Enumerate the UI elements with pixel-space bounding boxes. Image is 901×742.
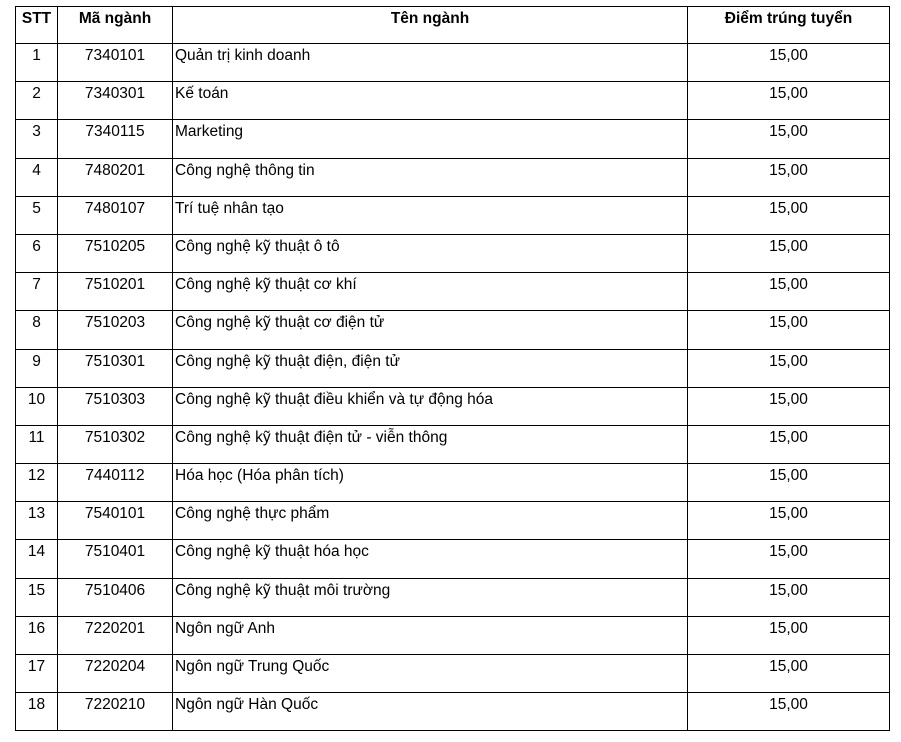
cell-score: 15,00 [688,234,890,272]
table-row [16,120,890,158]
cell-score: 15,00 [688,349,890,387]
cell-score: 15,00 [688,120,890,158]
table-row [16,311,890,349]
cell-stt: 13 [16,502,58,540]
table-row [16,158,890,196]
cell-code: 7510301 [58,349,173,387]
cell-code: 7480201 [58,158,173,196]
cell-name: Marketing [173,120,688,158]
cell-stt: 4 [16,158,58,196]
cell-name: Công nghệ kỹ thuật hóa học [173,540,688,578]
cell-score: 15,00 [688,464,890,502]
table-body [16,44,890,731]
cell-score: 15,00 [688,502,890,540]
header-name: Tên ngành [173,7,688,44]
cell-stt: 11 [16,425,58,463]
cell-score: 15,00 [688,655,890,693]
header-score: Điểm trúng tuyển [688,7,890,44]
cell-code: 7510205 [58,234,173,272]
table-row [16,540,890,578]
table-row [16,693,890,731]
cell-stt: 1 [16,44,58,82]
cell-stt: 12 [16,464,58,502]
cell-name: Công nghệ thông tin [173,158,688,196]
cell-score: 15,00 [688,158,890,196]
table-row [16,82,890,120]
cell-stt: 10 [16,387,58,425]
cell-stt: 9 [16,349,58,387]
cell-name: Công nghệ kỹ thuật điều khiển và tự động hóa [173,387,688,425]
cell-code: 7540101 [58,502,173,540]
cell-stt: 5 [16,196,58,234]
cell-score: 15,00 [688,578,890,616]
cell-name: Công nghệ kỹ thuật ô tô [173,234,688,272]
cell-code: 7340301 [58,82,173,120]
cell-stt: 2 [16,82,58,120]
cell-code: 7340115 [58,120,173,158]
cell-name: Kế toán [173,82,688,120]
cell-name: Công nghệ thực phẩm [173,502,688,540]
cell-code: 7220204 [58,655,173,693]
cell-name: Trí tuệ nhân tạo [173,196,688,234]
cell-code: 7510303 [58,387,173,425]
cell-score: 15,00 [688,425,890,463]
cell-name: Công nghệ kỹ thuật điện, điện tử [173,349,688,387]
cell-code: 7480107 [58,196,173,234]
cell-code: 7220210 [58,693,173,731]
cell-code: 7510203 [58,311,173,349]
table-header [16,7,890,44]
cell-code: 7220201 [58,616,173,654]
cell-code: 7510201 [58,273,173,311]
cell-name: Công nghệ kỹ thuật điện tử - viễn thông [173,425,688,463]
cell-name: Quản trị kinh doanh [173,44,688,82]
cell-stt: 17 [16,655,58,693]
header-row [16,7,890,44]
cell-score: 15,00 [688,273,890,311]
table-row [16,655,890,693]
cell-stt: 16 [16,616,58,654]
cell-score: 15,00 [688,82,890,120]
cell-score: 15,00 [688,616,890,654]
cell-code: 7440112 [58,464,173,502]
table-row [16,464,890,502]
cell-score: 15,00 [688,693,890,731]
table-row [16,387,890,425]
cell-code: 7510406 [58,578,173,616]
cell-score: 15,00 [688,44,890,82]
table-row [16,196,890,234]
cell-stt: 15 [16,578,58,616]
cell-stt: 6 [16,234,58,272]
cell-score: 15,00 [688,196,890,234]
table-row [16,44,890,82]
cell-name: Công nghệ kỹ thuật cơ điện tử [173,311,688,349]
cell-name: Ngôn ngữ Anh [173,616,688,654]
cell-name: Công nghệ kỹ thuật môi trường [173,578,688,616]
table-row [16,425,890,463]
cell-score: 15,00 [688,311,890,349]
cell-name: Ngôn ngữ Trung Quốc [173,655,688,693]
cell-name: Công nghệ kỹ thuật cơ khí [173,273,688,311]
cell-stt: 8 [16,311,58,349]
cell-code: 7510401 [58,540,173,578]
header-code: Mã ngành [58,7,173,44]
cell-score: 15,00 [688,540,890,578]
cell-stt: 18 [16,693,58,731]
cell-stt: 3 [16,120,58,158]
table-row [16,273,890,311]
table-row [16,349,890,387]
table-row [16,234,890,272]
table-row [16,616,890,654]
header-stt: STT [16,7,58,44]
cell-score: 15,00 [688,387,890,425]
table-row [16,578,890,616]
cell-stt: 7 [16,273,58,311]
cell-code: 7340101 [58,44,173,82]
cell-code: 7510302 [58,425,173,463]
admission-scores-table [15,6,890,731]
cell-name: Hóa học (Hóa phân tích) [173,464,688,502]
cell-stt: 14 [16,540,58,578]
cell-name: Ngôn ngữ Hàn Quốc [173,693,688,731]
table-row [16,502,890,540]
